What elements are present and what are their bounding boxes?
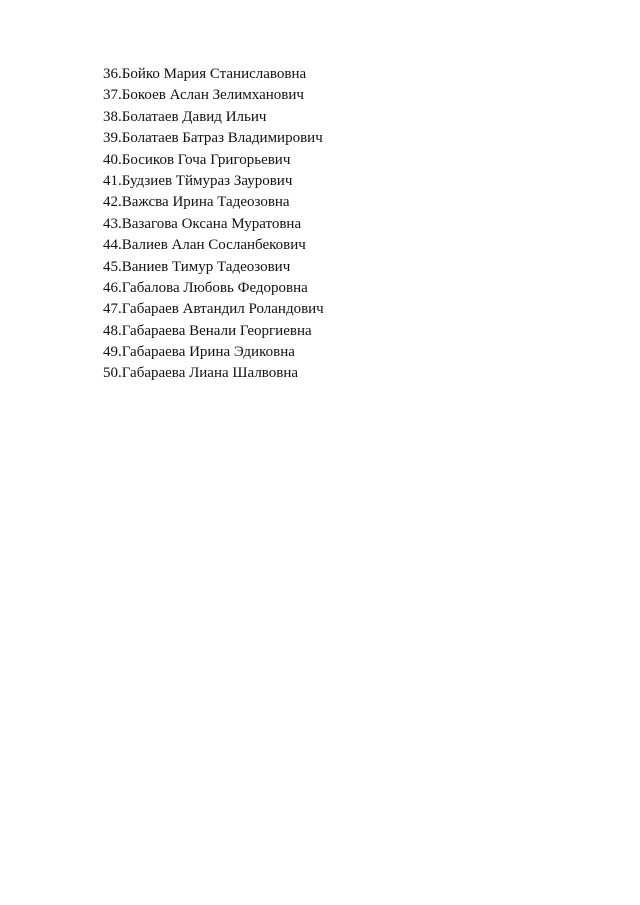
list-item: 46.Габалова Любовь Федоровна <box>103 279 308 296</box>
list-item: 49.Габараева Ирина Эдиковна <box>103 344 295 361</box>
list-item: 44.Валиев Алан Сосланбекович <box>103 237 306 254</box>
name-list <box>103 64 324 385</box>
list-item: 37.Бокоев Аслан Зелимханович <box>103 87 304 104</box>
list-item: 42.Важсва Ирина Тадеозовна <box>103 194 290 211</box>
list-item: 47.Габараев Автандил Роландович <box>103 301 324 318</box>
list-item: 36.Бойко Мария Станиславовна <box>103 66 307 82</box>
list-item: 38.Болатаев Давид Ильич <box>103 108 267 125</box>
list-item: 50.Габараева Лиана Шалвовна <box>103 365 299 382</box>
list-item: 48.Габараева Венали Георгиевна <box>103 322 312 339</box>
list-item: 41.Будзиев Тймураз Заурович <box>103 172 293 189</box>
list-item: 45.Ваниев Тимур Тадеозович <box>103 258 291 275</box>
list-item: 40.Босиков Гоча Григорьевич <box>103 151 291 168</box>
list-item: 39.Болатаев Батраз Владимирович <box>103 130 323 147</box>
list-item: 43.Вазагова Оксана Муратовна <box>103 215 302 232</box>
